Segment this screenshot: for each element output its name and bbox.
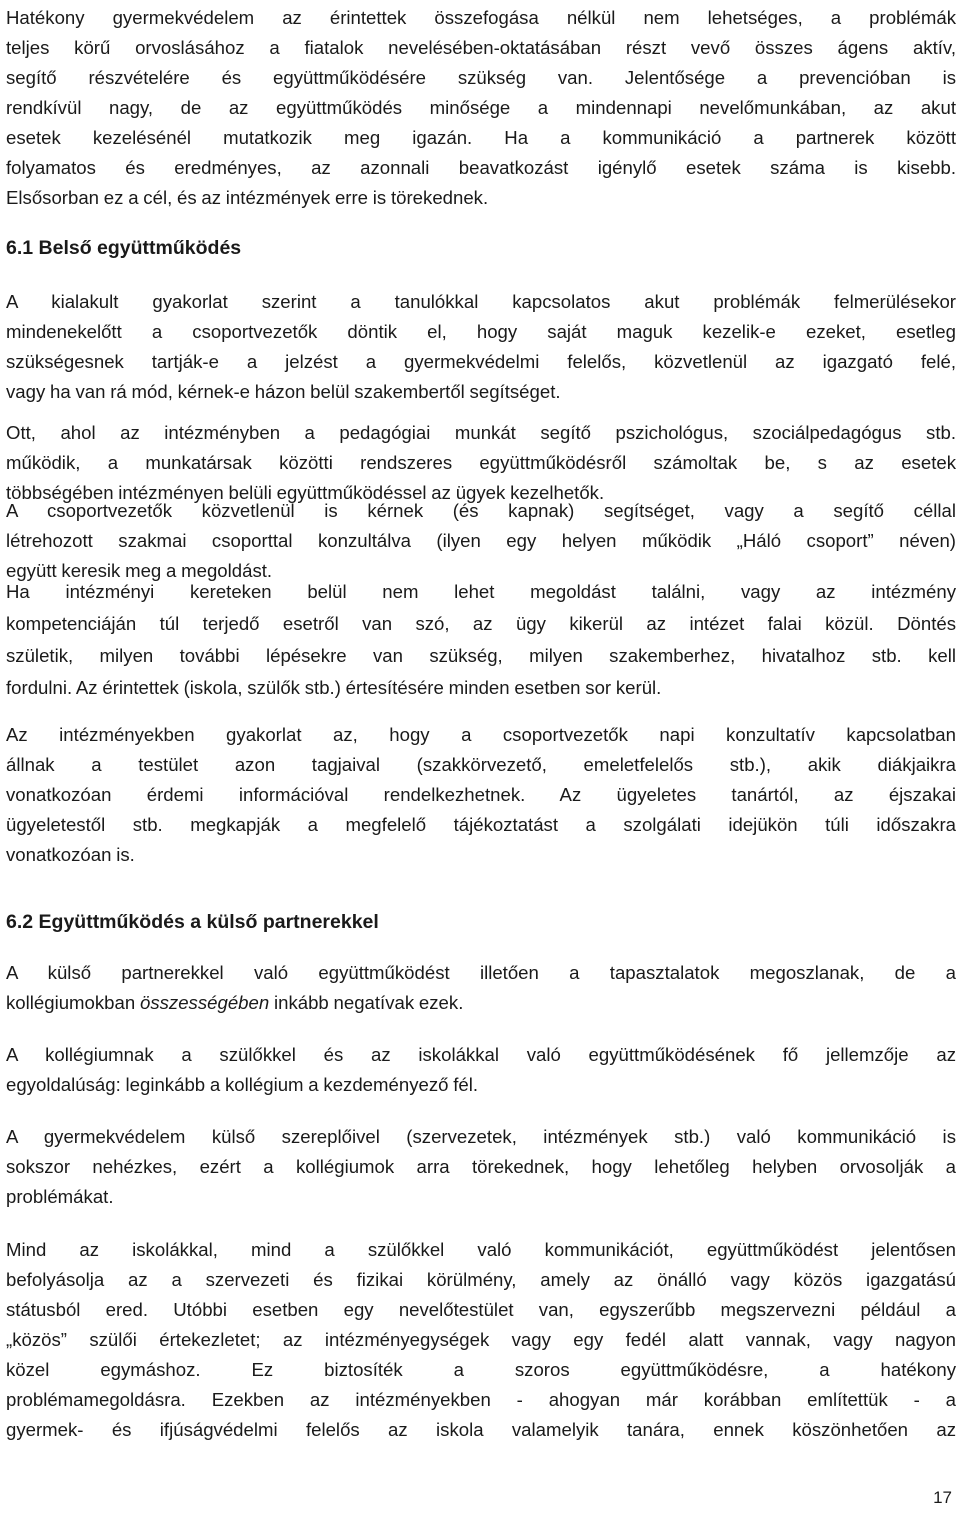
text-line: A külső partnerekkel való együttműködést illetően a tapasztalatok megoszlanak, de a xyxy=(6,962,956,983)
text-line: Mind az iskolákkal, mind a szülőkkel való kommunikációt, együttműködést jelentősen xyxy=(6,1239,956,1260)
text-line: folyamatos és eredményes, az azonnali beavatkozást igénylő esetek száma is kisebb. xyxy=(6,157,956,178)
text-line: állnak a testület azon tagjaival (szakkörvezető, emeletfelelős stb.), akik diákjaikra xyxy=(6,754,956,775)
text-line: létrehozott szakmai csoporttal konzultálva (ilyen egy helyen működik „Háló csoport” néven) xyxy=(6,530,956,551)
paragraph xyxy=(6,1040,956,1100)
paragraph xyxy=(6,720,956,870)
text-line: A kollégiumnak a szülőkkel és az iskolákkal való együttműködésének fő jellemzője az xyxy=(6,1044,956,1065)
paragraph xyxy=(6,958,956,1018)
text-line: segítő részvételére és együttműködésére szükség van. Jelentősége a prevencióban is xyxy=(6,67,956,88)
text-line: A csoportvezetők közvetlenül is kérnek (és kapnak) segítséget, vagy a segítő céllal xyxy=(6,500,956,521)
paragraph xyxy=(6,576,956,704)
text-line: gyermek- és ifjúságvédelmi felelős az iskola valamelyik tanára, ennek köszönhetően az xyxy=(6,1419,956,1440)
text-line: vonatkozóan érdemi információval rendelkezhetnek. Az ügyeletes tanártól, az éjszakai xyxy=(6,784,956,805)
emphasis-text: összességében xyxy=(139,992,270,1013)
section-heading-6-1: 6.1 Belső együttműködés xyxy=(6,237,242,259)
text-line: Ha intézményi kereteken belül nem lehet megoldást találni, vagy az intézmény xyxy=(6,581,956,602)
text-line: problémákat. xyxy=(6,1186,114,1207)
text-line: „közös” szülői értekezletet; az intézményegységek vagy egy fedél alatt vannak, vagy nagyon xyxy=(6,1329,956,1350)
text-line: együtt keresik meg a megoldást. xyxy=(6,560,273,581)
text-line: rendkívül nagy, de az együttműködés minősége a mindennapi nevelőmunkában, az akut xyxy=(6,97,956,118)
text-line: egyoldalúság: leginkább a kollégium a kezdeményező fél. xyxy=(6,1074,479,1095)
text-line: kompetenciáján túl terjedő esetről van szó, az ügy kikerül az intézet falai közül. Döntés xyxy=(6,613,956,634)
text-line: ügyeletestől stb. megkapják a megfelelő tájékoztatást a szolgálati idejükön túli időszakra xyxy=(6,814,956,835)
paragraph xyxy=(6,418,956,508)
text-line: közel egymáshoz. Ez biztosíték a szoros együttműködésre, a hatékony xyxy=(6,1359,956,1380)
text-line: teljes körű orvoslásához a fiatalok nevelésében-oktatásában részt vevő összes ágens aktív, xyxy=(6,37,956,58)
paragraph xyxy=(6,496,956,586)
text-run: inkább negatívak ezek. xyxy=(269,992,464,1013)
paragraph xyxy=(6,1235,956,1445)
text-line: működik, a munkatársak közötti rendszeres együttműködésről számoltak be, s az esetek xyxy=(6,452,956,473)
text-line: státusból ered. Utóbbi esetben egy nevelőtestület van, egyszerűbb megszervezni például a xyxy=(6,1299,956,1320)
text-line: A kialakult gyakorlat szerint a tanulókkal kapcsolatos akut problémák felmerülésekor xyxy=(6,291,956,312)
intro-paragraph xyxy=(6,3,956,213)
text-line: többségében intézményen belüli együttműködéssel az ügyek kezelhetők. xyxy=(6,482,605,503)
text-line: befolyásolja az a szervezeti és fizikai körülmény, amely az önálló vagy közös igazgatású xyxy=(6,1269,956,1290)
text-line: Hatékony gyermekvédelem az érintettek összefogása nélkül nem lehetséges, a problémák xyxy=(6,7,956,28)
paragraph xyxy=(6,287,956,407)
section-heading-6-2: 6.2 Együttműködés a külső partnerekkel xyxy=(6,911,379,933)
text-line: A gyermekvédelem külső szereplőivel (szervezetek, intézmények stb.) való kommunikáció is xyxy=(6,1126,956,1147)
text-line: problémamegoldásra. Ezekben az intézményekben - ahogyan már korábban említettük - a xyxy=(6,1389,956,1410)
page-number: 17 xyxy=(933,1488,952,1507)
paragraph xyxy=(6,1122,956,1212)
text-line: szükségesnek tartják-e a jelzést a gyermekvédelmi felelős, közvetlenül az igazgató felé, xyxy=(6,351,956,372)
text-line: fordulni. Az érintettek (iskola, szülők stb.) értesítésére minden esetben sor kerül. xyxy=(6,677,662,698)
text-line: születik, milyen további lépésekre van szükség, milyen szakemberhez, hivatalhoz stb. kell xyxy=(6,645,956,666)
text-line: esetek kezelésénél mutatkozik meg igazán. Ha a kommunikáció a partnerek között xyxy=(6,127,956,148)
text-line: Ott, ahol az intézményben a pedagógiai munkát segítő pszichológus, szociálpedagógus stb. xyxy=(6,422,956,443)
text-line: Az intézményekben gyakorlat az, hogy a csoportvezetők napi konzultatív kapcsolatban xyxy=(6,724,956,745)
text-line: vagy ha van rá mód, kérnek-e házon belül szakembertől segítséget. xyxy=(6,381,561,402)
text-line: vonatkozóan is. xyxy=(6,844,135,865)
text-line: sokszor nehézkes, ezért a kollégiumok arra törekednek, hogy lehetőleg helyben orvosolják a xyxy=(6,1156,956,1177)
text-line xyxy=(6,988,956,1018)
text-line: Elsősorban ez a cél, és az intézmények erre is törekednek. xyxy=(6,187,489,208)
text-run: kollégiumokban xyxy=(6,992,140,1013)
text-line: mindenekelőtt a csoportvezetők döntik el, hogy saját maguk kezelik-e ezeket, esetleg xyxy=(6,321,956,342)
